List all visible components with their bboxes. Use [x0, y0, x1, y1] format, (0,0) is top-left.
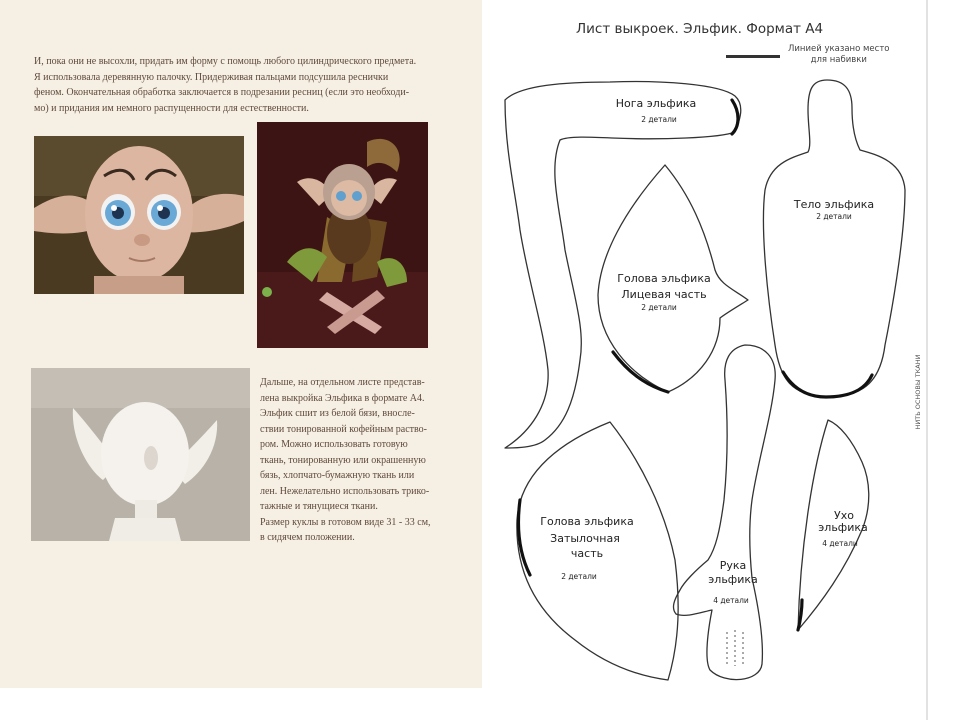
text-line: лен. Нежелательно использовать трико-: [260, 485, 430, 497]
head-back-label-2: Затылочная: [550, 532, 620, 545]
stuffing-mark-head-back: [518, 500, 530, 575]
head-front-label-1: Голова эльфика: [617, 272, 711, 285]
pattern-body: [763, 80, 905, 397]
pattern-leg: [505, 82, 741, 448]
text-line: в сидячем положении.: [260, 532, 355, 543]
arm-label-1: Рука: [719, 559, 747, 572]
legend-line-2: для набивки: [810, 55, 867, 65]
arm-count: 4 детали: [713, 596, 749, 605]
arm-label-2: эльфика: [708, 573, 758, 586]
leg-label: Нога эльфика: [615, 97, 697, 110]
text-line: Я использовала деревянную палочку. Придерживая пальцами подсушила реснички: [34, 71, 389, 83]
head-front-label-2: Лицевая часть: [621, 288, 707, 301]
head-front-count: 2 детали: [641, 303, 677, 312]
body-count: 2 детали: [816, 212, 852, 221]
text-line: И, пока они не высохли, придать им форму с помощь любого цилиндрического предмета.: [34, 56, 417, 67]
text-line: Дальше, на отдельном листе представ-: [260, 377, 425, 388]
legend-line-1: Линией указано место: [788, 44, 890, 54]
pattern-arm: [673, 345, 775, 680]
text-line: феном. Окончательная обработка заключается в подрезании ресниц (если это необходи-: [34, 87, 410, 98]
text-line: ром. Можно использовать готовую: [260, 439, 408, 450]
head-back-label-3: часть: [570, 547, 604, 560]
text-line: лена выкройка Эльфика в формате А4.: [260, 392, 425, 404]
text-line: Размер куклы в готовом виде 31 - 33 см,: [260, 516, 431, 528]
grain-direction-label: НИТЬ ОСНОВЫ ТКАНИ: [914, 354, 922, 430]
ear-count: 4 детали: [822, 539, 858, 548]
text-line: Эльфик сшит из белой бязи, вносле-: [260, 408, 415, 419]
stuffing-mark-body: [783, 372, 872, 397]
ear-label-2: эльфика: [818, 521, 868, 534]
pattern-sheet-title: Лист выкроек. Эльфик. Формат А4: [576, 21, 824, 37]
head-back-count: 2 детали: [561, 572, 597, 581]
body-label: Тело эльфика: [793, 198, 875, 211]
head-back-label-1: Голова эльфика: [540, 515, 634, 528]
text-line: бязь, хлопчато-бумажную ткань или: [260, 470, 415, 481]
leg-count: 2 детали: [641, 115, 677, 124]
text-line: мо) и придания им немного распущенности для естественности.: [34, 102, 309, 114]
stuffing-mark-leg: [732, 100, 738, 134]
ear-label-1: Ухо: [834, 509, 854, 522]
text-line: ткань, тонированную или окрашенную: [260, 454, 426, 466]
text-line: ствии тонированной кофейным раство-: [260, 423, 428, 435]
text-line: тажные и тянущиеся ткани.: [260, 501, 378, 512]
